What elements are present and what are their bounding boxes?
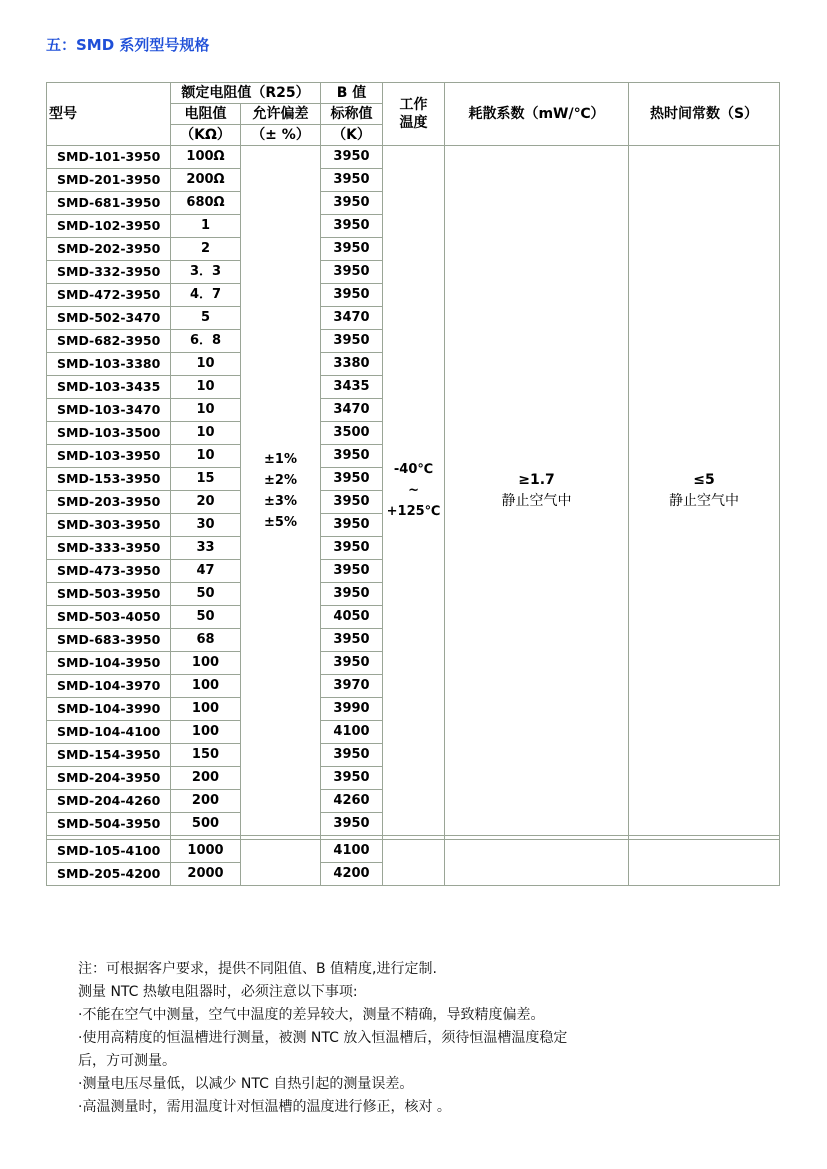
notes [78,958,698,1119]
model-cell: SMD-683-3950 [47,629,171,652]
resistance-cell: 100Ω [171,146,241,169]
b-value-cell: 3950 [321,215,383,238]
b-value-cell: 4260 [321,790,383,813]
tolerance-value: ±3% [264,493,297,509]
note-line: ·高温测量时，需用温度计对恒温槽的温度进行修正，核对 。 [78,1099,451,1115]
header-work-temp-line1: 工作 [399,97,428,113]
b-value-cell: 3470 [321,307,383,330]
b-value-cell: 4050 [321,606,383,629]
model-cell: SMD-105-4100 [47,840,171,863]
resistance-cell: 150 [171,744,241,767]
b-value-cell: 3950 [321,583,383,606]
note-line: 测量 NTC 热敏电阻器时，必须注意以下事项: [78,984,358,1000]
model-cell: SMD-104-3990 [47,698,171,721]
temperature-range-value: -40℃ [393,462,434,477]
header-rated: 额定电阻值（R25） [171,83,321,104]
model-cell: SMD-503-4050 [47,606,171,629]
time-constant-cell-empty [629,840,780,886]
b-value-cell: 3950 [321,330,383,353]
resistance-cell: 2000 [171,863,241,886]
b-value-cell: 3950 [321,284,383,307]
model-cell: SMD-103-3435 [47,376,171,399]
model-cell: SMD-333-3950 [47,537,171,560]
time-constant-value: ≤5 [693,471,715,488]
temperature-range-cell [383,146,445,836]
b-value-cell: 3990 [321,698,383,721]
header-nominal: 标称值 [321,104,383,125]
temperature-range-cell-empty [383,840,445,886]
tolerance-value: ±2% [264,472,297,488]
resistance-cell: 50 [171,606,241,629]
tolerance-cell [241,146,321,836]
resistance-cell: 6．8 [171,330,241,353]
note-line: 注：可根据客户要求，提供不同阻值、B 值精度,进行定制. [78,961,437,977]
resistance-cell: 15 [171,468,241,491]
resistance-cell: 200 [171,790,241,813]
resistance-cell: 100 [171,721,241,744]
model-cell: SMD-205-4200 [47,863,171,886]
resistance-cell: 3．3 [171,261,241,284]
resistance-cell: 1000 [171,840,241,863]
resistance-cell: 200 [171,767,241,790]
model-cell: SMD-682-3950 [47,330,171,353]
resistance-cell: 5 [171,307,241,330]
b-value-cell: 3950 [321,514,383,537]
tolerance-cell-empty [241,840,321,886]
model-cell: SMD-202-3950 [47,238,171,261]
model-cell: SMD-473-3950 [47,560,171,583]
b-value-cell: 3950 [321,491,383,514]
b-value-cell: 3950 [321,560,383,583]
header-dissipation: 耗散系数（mW/℃） [445,83,629,146]
resistance-cell: 10 [171,445,241,468]
resistance-cell: 10 [171,422,241,445]
resistance-cell: 4．7 [171,284,241,307]
model-cell: SMD-203-3950 [47,491,171,514]
model-cell: SMD-204-4260 [47,790,171,813]
b-value-cell: 3950 [321,652,383,675]
b-value-cell: 4100 [321,840,383,863]
resistance-cell: 47 [171,560,241,583]
resistance-cell: 100 [171,675,241,698]
model-cell: SMD-103-3500 [47,422,171,445]
b-value-cell: 3470 [321,399,383,422]
header-tolerance: 允许偏差 [241,104,321,125]
resistance-cell: 10 [171,376,241,399]
dissipation-value: ≥1.7 [518,471,555,488]
time-constant-cell [629,146,780,836]
model-cell: SMD-504-3950 [47,813,171,836]
model-cell: SMD-101-3950 [47,146,171,169]
model-cell: SMD-201-3950 [47,169,171,192]
resistance-cell: 680Ω [171,192,241,215]
model-cell: SMD-332-3950 [47,261,171,284]
table-row [47,146,780,169]
model-cell: SMD-303-3950 [47,514,171,537]
model-cell: SMD-103-3950 [47,445,171,468]
time-constant-value: 静止空气中 [669,492,740,509]
b-value-cell: 3950 [321,537,383,560]
dissipation-cell-empty [445,840,629,886]
table-row [47,840,780,863]
header-nominal-unit: （K） [321,125,383,146]
b-value-cell: 3950 [321,744,383,767]
b-value-cell: 4100 [321,721,383,744]
resistance-cell: 200Ω [171,169,241,192]
model-cell: SMD-103-3470 [47,399,171,422]
b-value-cell: 3950 [321,813,383,836]
b-value-cell: 3380 [321,353,383,376]
resistance-cell: 2 [171,238,241,261]
resistance-cell: 68 [171,629,241,652]
header-model: 型号 [47,83,171,146]
resistance-cell: 100 [171,698,241,721]
spec-table [46,82,780,886]
header-res-unit: （KΩ） [171,125,241,146]
model-cell: SMD-104-3950 [47,652,171,675]
model-cell: SMD-472-3950 [47,284,171,307]
model-cell: SMD-103-3380 [47,353,171,376]
note-line: 后，方可测量。 [78,1053,176,1069]
note-line: ·不能在空气中测量，空气中温度的差异较大，测量不精确，导致精度偏差。 [78,1007,545,1023]
b-value-cell: 3950 [321,468,383,491]
note-line: ·使用高精度的恒温槽进行测量，被测 NTC 放入恒温槽后，须待恒温槽温度稳定 [78,1030,568,1046]
model-cell: SMD-102-3950 [47,215,171,238]
header-res-value: 电阻值 [171,104,241,125]
model-cell: SMD-153-3950 [47,468,171,491]
b-value-cell: 3435 [321,376,383,399]
header-time-const: 热时间常数（S） [629,83,780,146]
resistance-cell: 33 [171,537,241,560]
temperature-range-value: ~ [408,483,419,498]
model-cell: SMD-503-3950 [47,583,171,606]
b-value-cell: 3950 [321,238,383,261]
header-tolerance-unit: （± %） [241,125,321,146]
model-cell: SMD-204-3950 [47,767,171,790]
resistance-cell: 1 [171,215,241,238]
tolerance-value: ±5% [264,514,297,530]
model-cell: SMD-154-3950 [47,744,171,767]
resistance-cell: 30 [171,514,241,537]
resistance-cell: 10 [171,353,241,376]
note-line: ·测量电压尽量低，以减少 NTC 自热引起的测量误差。 [78,1076,414,1092]
header-work-temp [383,83,445,146]
b-value-cell: 3950 [321,767,383,790]
resistance-cell: 20 [171,491,241,514]
b-value-cell: 4200 [321,863,383,886]
b-value-cell: 3970 [321,675,383,698]
model-cell: SMD-681-3950 [47,192,171,215]
b-value-cell: 3950 [321,169,383,192]
dissipation-value: 静止空气中 [501,492,572,509]
resistance-cell: 10 [171,399,241,422]
model-cell: SMD-502-3470 [47,307,171,330]
b-value-cell: 3500 [321,422,383,445]
header-work-temp-line2: 温度 [399,115,428,131]
tolerance-value: ±1% [264,451,297,467]
resistance-cell: 50 [171,583,241,606]
b-value-cell: 3950 [321,445,383,468]
model-cell: SMD-104-3970 [47,675,171,698]
resistance-cell: 100 [171,652,241,675]
b-value-cell: 3950 [321,146,383,169]
b-value-cell: 3950 [321,192,383,215]
section-heading: 五：SMD 系列型号规格 [46,36,210,54]
temperature-range-value: +125℃ [386,504,441,519]
b-value-cell: 3950 [321,261,383,284]
dissipation-cell [445,146,629,836]
model-cell: SMD-104-4100 [47,721,171,744]
b-value-cell: 3950 [321,629,383,652]
header-b-value: B 值 [321,83,383,104]
resistance-cell: 500 [171,813,241,836]
